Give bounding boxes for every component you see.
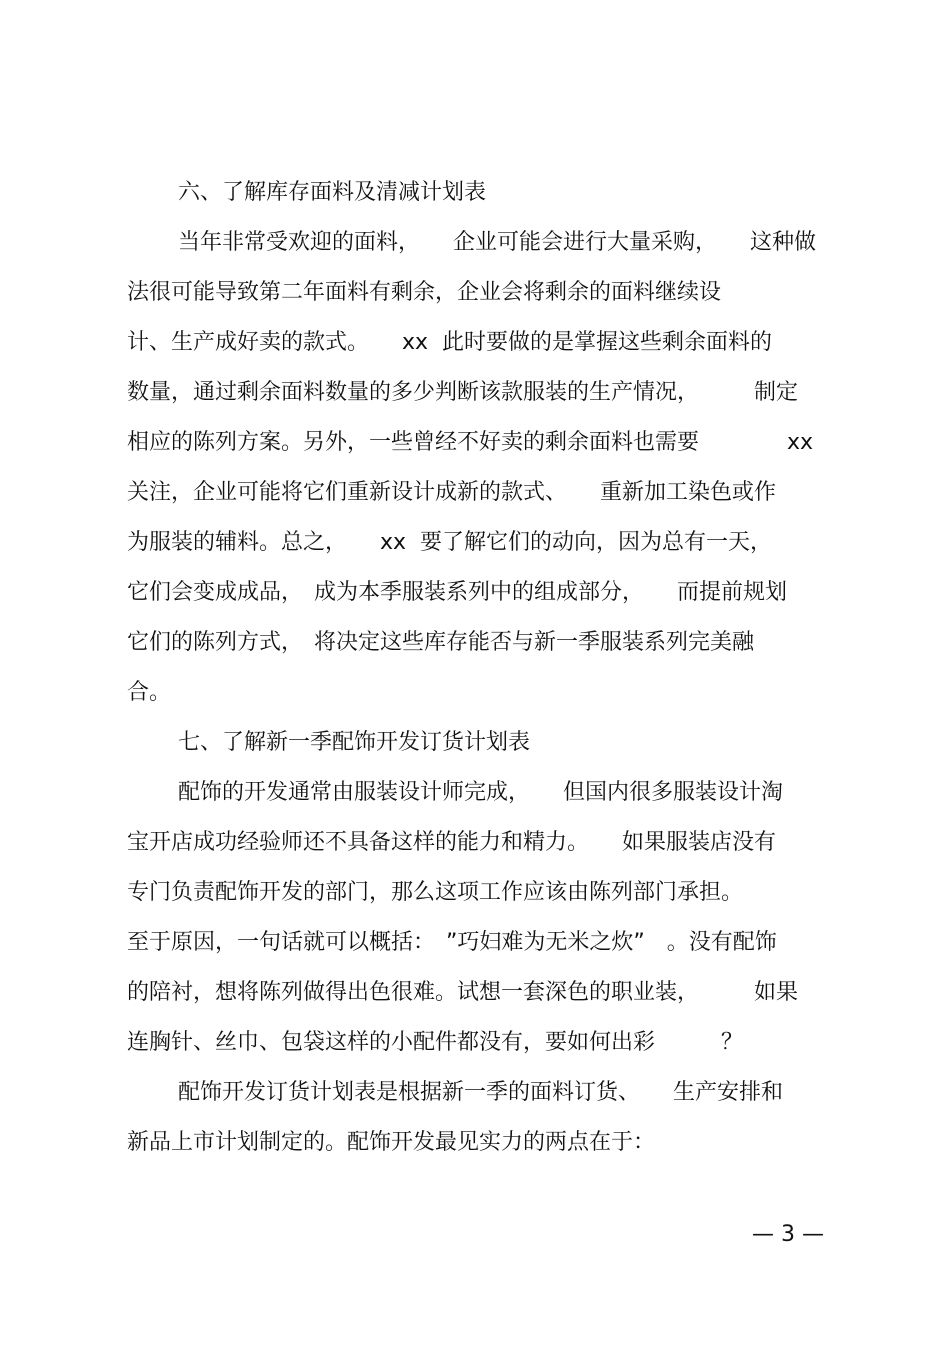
paragraph-line: 它们会变成成品， 成为本季服装系列中的组成部分， 而提前规划 bbox=[127, 580, 788, 605]
paragraph-line: 专门负责配饰开发的部门，那么这项工作应该由陈列部门承担。 bbox=[127, 880, 744, 905]
paragraph-line: 数量，通过剩余面料数量的多少判断该款服装的生产情况， 制定 bbox=[127, 380, 799, 405]
paragraph-line: 配饰开发订货计划表是根据新一季的面料订货、 生产安排和 bbox=[178, 1080, 784, 1105]
paragraph-line: 的陪衬，想将陈列做得出色很难。试想一套深色的职业装， 如果 bbox=[127, 980, 799, 1005]
paragraph-line: 它们的陈列方式， 将决定这些库存能否与新一季服装系列完美融 bbox=[127, 630, 755, 655]
section-heading-6: 六、了解库存面料及清减计划表 bbox=[178, 180, 487, 205]
paragraph-line: 法很可能导致第二年面料有剩余，企业会将剩余的面料继续设 bbox=[127, 280, 722, 305]
paragraph-line: 至于原因，一句话就可以概括： ”巧妇难为无米之炊” 。没有配饰 bbox=[127, 930, 777, 955]
section-heading-7: 七、了解新一季配饰开发订货计划表 bbox=[178, 730, 531, 755]
paragraph-line: 计、生产成好卖的款式。 xx 此时要做的是掌握这些剩余面料的 bbox=[127, 330, 773, 355]
paragraph-line: 相应的陈列方案。另外，一些曾经不好卖的剩余面料也需要 xx bbox=[127, 430, 814, 455]
paragraph-line: 连胸针、丝巾、包袋这样的小配件都没有，要如何出彩 ？ bbox=[127, 1030, 744, 1055]
paragraph-line: 新品上市计划制定的。配饰开发最见实力的两点在于： bbox=[127, 1130, 656, 1155]
paragraph-line: 为服装的辅料。总之， xx 要了解它们的动向，因为总有一天， bbox=[127, 530, 773, 555]
paragraph-line: 配饰的开发通常由服装设计师完成， 但国内很多服装设计淘 bbox=[178, 780, 784, 805]
page-number: — 3 — bbox=[752, 1222, 824, 1247]
paragraph-line: 合。 bbox=[127, 680, 172, 705]
paragraph-line: 宝开店成功经验师还不具备这样的能力和精力。 如果服装店没有 bbox=[127, 830, 777, 855]
paragraph-line: 当年非常受欢迎的面料， 企业可能会进行大量采购， 这种做 bbox=[178, 230, 817, 255]
paragraph-line: 关注，企业可能将它们重新设计成新的款式、 重新加工染色或作 bbox=[127, 480, 777, 505]
